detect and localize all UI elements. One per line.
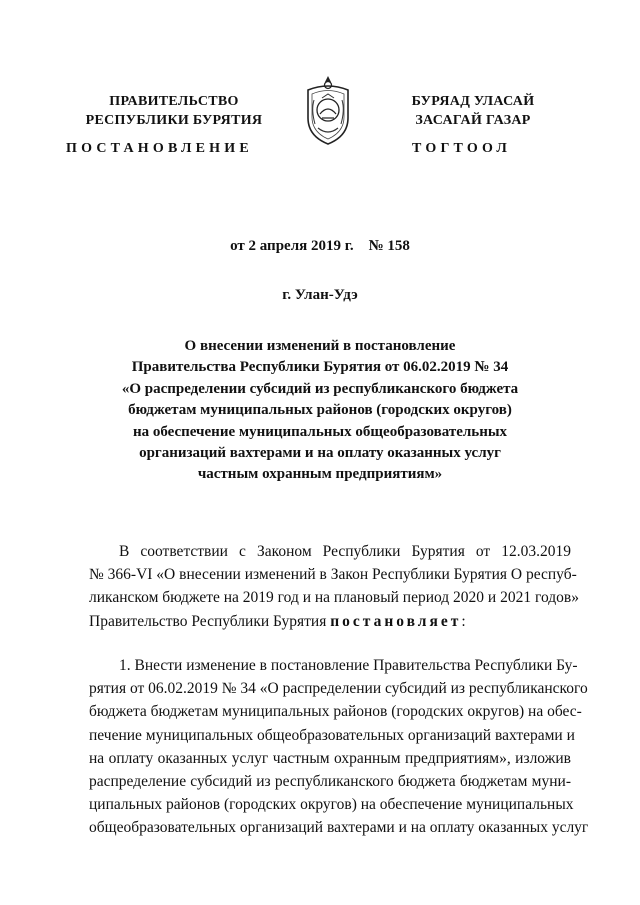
- preamble-colon: :: [461, 612, 466, 630]
- clause-line: печение муниципальных общеобразовательных организаций вахтерами и: [89, 726, 575, 744]
- issuer-line-2: РЕСПУБЛИКИ БУРЯТИЯ: [85, 113, 263, 128]
- title-line: бюджетам муниципальных районов (городских округов): [128, 402, 512, 419]
- preamble-prefix: Правительство Республики Бурятия: [89, 612, 331, 630]
- clause-line: 1. Внести изменение в постановление Правительства Республики Бу-: [119, 657, 578, 674]
- clause-1-paragraph: [89, 654, 589, 840]
- preamble-line: В соответствии с Законом Республики Бурятия от 12.03.2019: [119, 543, 571, 560]
- decree-word-buryat: ТОГТООЛ: [412, 141, 512, 156]
- issuer-buryat-line-2: ЗАСАГАЙ ГАЗАР: [415, 113, 531, 128]
- title-line: «О распределении субсидий из республиканского бюджета: [121, 380, 519, 397]
- clause-line: ципальных районов (городских округов) на обеспечение муниципальных: [89, 796, 574, 814]
- clause-line: общеобразовательных организаций вахтерами и на оплату оказанных услуг: [89, 819, 589, 837]
- issuer-buryat: [378, 92, 568, 130]
- preamble-line-last: [89, 610, 571, 633]
- decree-word-russian: ПОСТАНОВЛЕНИЕ: [66, 141, 253, 156]
- preamble-line: № 366-VI «О внесении изменений в Закон Республики Бурятия О респуб-: [89, 566, 577, 584]
- clause-line: на оплату оказанных услуг частным охранным предприятиям», изложив: [89, 749, 571, 767]
- date-number-line: от 2 апреля 2019 г. № 158: [230, 238, 410, 254]
- title-line: на обеспечение муниципальных общеобразовательных: [132, 423, 508, 440]
- preamble-line: ликанском бюджете на 2019 год и на плановый период 2020 и 2021 годов»: [89, 589, 579, 607]
- document-title: [60, 336, 580, 486]
- clause-line: распределение субсидий из республиканского бюджета бюджетам муни-: [89, 772, 571, 790]
- title-line: Правительства Республики Бурятия от 06.02.2019 № 34: [131, 359, 509, 376]
- title-line: организаций вахтерами и на оплату оказанных услуг: [139, 445, 501, 462]
- issuer-buryat-line-1: БУРЯАД УЛАСАЙ: [411, 94, 535, 109]
- preamble-paragraph: [89, 540, 579, 633]
- resolves-word: постановляет: [330, 612, 462, 630]
- coat-of-arms-icon: [300, 74, 356, 148]
- issuer-line-1: ПРАВИТЕЛЬСТВО: [109, 94, 239, 109]
- clause-line: бюджета бюджетам муниципальных районов (городских округов) на обес-: [89, 703, 582, 721]
- title-line: О внесении изменений в постановление: [184, 338, 456, 354]
- clause-line: рятия от 06.02.2019 № 34 «О распределении субсидий из республиканского: [89, 680, 588, 698]
- city-line: г. Улан-Удэ: [282, 287, 358, 303]
- issuer-russian: [64, 92, 284, 130]
- title-line: частным охранным предприятиям»: [197, 466, 443, 483]
